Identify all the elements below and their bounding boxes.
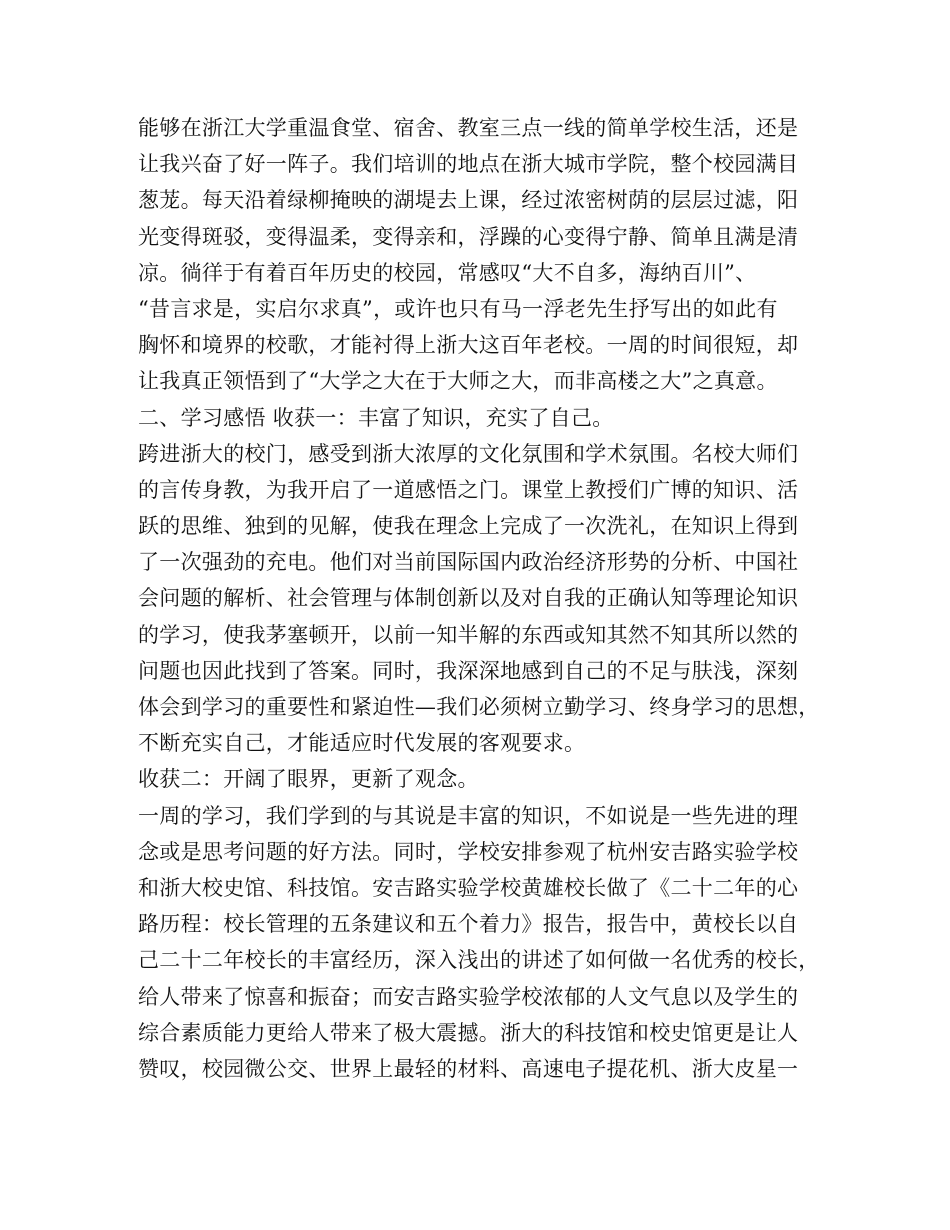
text-line: 胸怀和境界的校歌，才能衬得上浙大这百年老校。一周的时间很短，却 xyxy=(138,333,799,358)
body-text xyxy=(138,110,828,1087)
section-heading: 二、学习感悟 收获一：丰富了知识，充实了自己。 xyxy=(138,405,614,430)
text-line: 了一次强劲的充电。他们对当前国际国内政治经济形势的分析、中国社 xyxy=(138,550,799,575)
text-line: 凉。徜徉于有着百年历史的校园，常感叹“大不自多，海纳百川”、 xyxy=(138,260,757,285)
text-line: 问题也因此找到了答案。同时，我深深地感到自己的不足与肤浅，深刻 xyxy=(138,658,799,683)
text-line: 一周的学习，我们学到的与其说是丰富的知识，不如说是一些先进的理 xyxy=(138,803,799,828)
text-line: 的言传身教，为我开启了一道感悟之门。课堂上教授们广博的知识、活 xyxy=(138,477,799,502)
text-line: 念或是思考问题的好方法。同时，学校安排参观了杭州安吉路实验学校 xyxy=(138,839,799,864)
text-line: 和浙大校史馆、科技馆。安吉路实验学校黄雄校长做了《二十二年的心 xyxy=(138,875,799,900)
text-line: 体会到学习的重要性和紧迫性—我们必须树立勤学习、终身学习的思想， xyxy=(138,695,820,719)
text-line: 能够在浙江大学重温食堂、宿舍、教室三点一线的简单学校生活，还是 xyxy=(138,116,799,140)
text-line: 让我兴奋了好一阵子。我们培训的地点在浙大城市学院，整个校园满目 xyxy=(138,152,799,177)
section-heading: 收获二：开阔了眼界，更新了观念。 xyxy=(138,767,479,792)
text-line: 不断充实自己，才能适应时代发展的客观要求。 xyxy=(138,731,586,756)
text-line: 跃的思维、独到的见解，使我在理念上完成了一次洗礼，在知识上得到 xyxy=(138,514,799,539)
text-line: 的学习，使我茅塞顿开，以前一知半解的东西或知其然不知其所以然的 xyxy=(138,622,799,647)
text-line: 己二十二年校长的丰富经历，深入浅出的讲述了如何做一名优秀的校长， xyxy=(138,948,820,973)
text-line: 葱茏。每天沿着绿柳掩映的湖堤去上课，经过浓密树荫的层层过滤，阳 xyxy=(138,188,799,213)
text-line: “昔言求是，实启尔求真”，或许也只有马一浮老先生抒写出的如此有 xyxy=(138,296,778,321)
text-line: 给人带来了惊喜和振奋；而安吉路实验学校浓郁的人文气息以及学生的 xyxy=(138,984,799,1009)
text-line: 路历程：校长管理的五条建议和五个着力》报告，报告中，黄校长以自 xyxy=(138,912,799,937)
text-line: 跨进浙大的校门，感受到浙大浓厚的文化氛围和学术氛围。名校大师们 xyxy=(138,441,799,466)
text-line: 综合素质能力更给人带来了极大震撼。浙大的科技馆和校史馆更是让人 xyxy=(138,1020,799,1045)
text-line: 赞叹，校园微公交、世界上最轻的材料、高速电子提花机、浙大皮星一 xyxy=(138,1056,799,1081)
text-line: 光变得斑驳，变得温柔，变得亲和，浮躁的心变得宁静、简单且满是清 xyxy=(138,224,799,249)
text-line: 会问题的解析、社会管理与体制创新以及对自我的正确认知等理论知识 xyxy=(138,586,799,611)
text-line: 让我真正领悟到了“大学之大在于大师之大，而非高楼之大”之真意。 xyxy=(138,369,778,394)
